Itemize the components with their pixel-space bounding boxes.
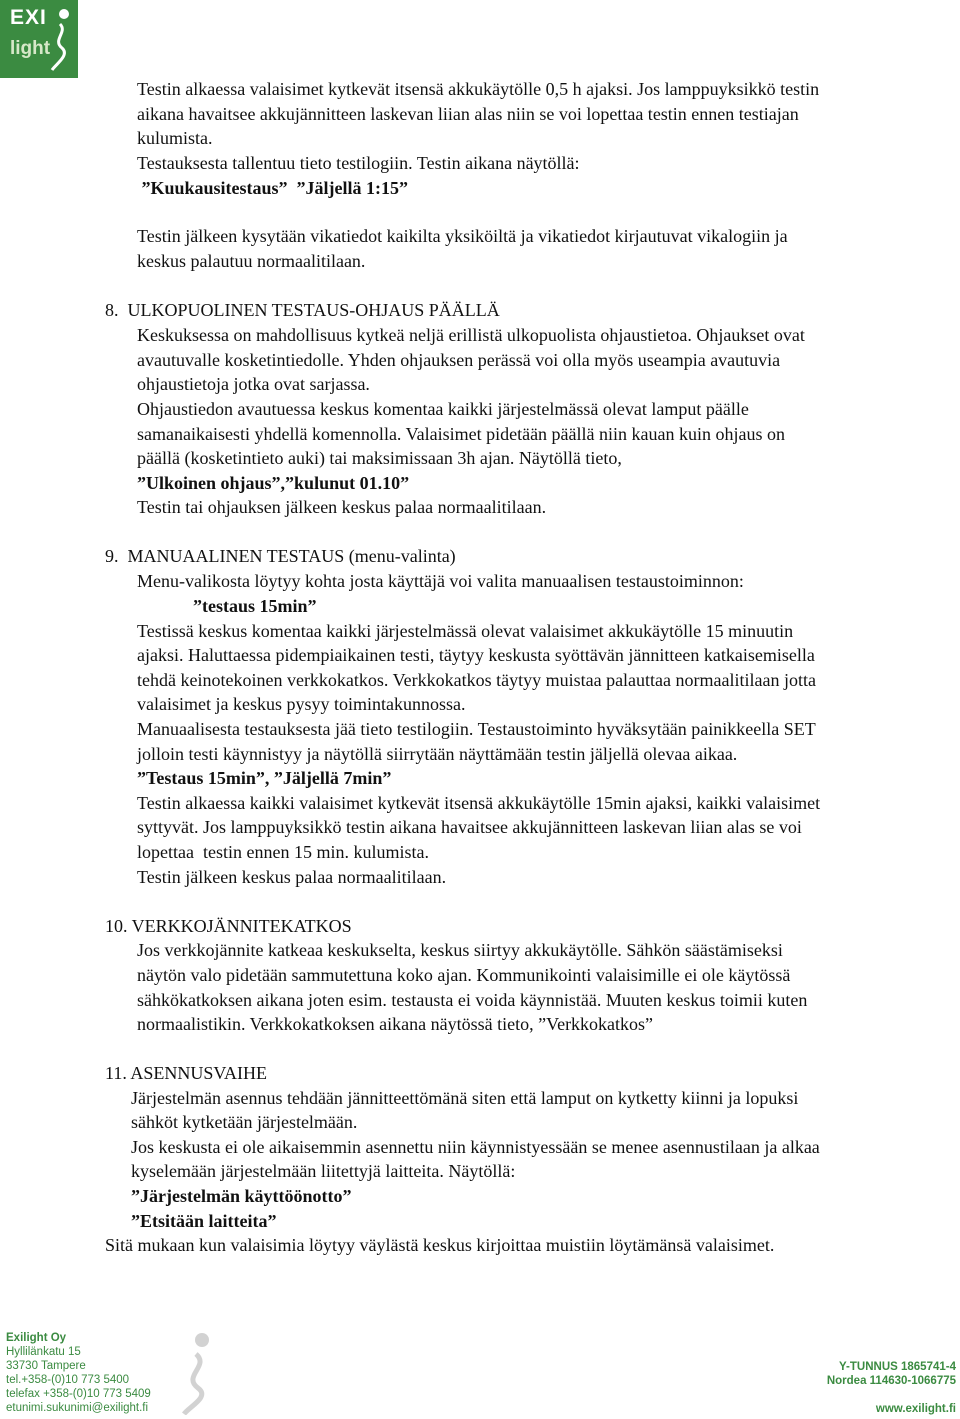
text-line: Jos verkkojännite katkeaa keskukselta, keskus siirtyy akkukäytölle. Sähkön säästämiseksi <box>137 940 783 960</box>
footer-tel: tel.+358-(0)10 773 5400 <box>6 1374 130 1386</box>
text-line: Järjestelmän asennus tehdään jännitteettömänä siten että lamput on kytketty kiinni ja lopuksi <box>131 1088 799 1108</box>
text-line: Testin jälkeen keskus palaa normaalitilaan. <box>137 867 447 887</box>
text-line: keskus palautuu normaalitilaan. <box>137 251 366 271</box>
footer-contact <box>6 1331 151 1415</box>
text-line: tehdä keinotekoinen verkkokatkos. Verkkokatkos täytyy muistaa palauttaa normaalitilaan jotta <box>137 670 816 690</box>
display-text: ”Ulkoinen ohjaus”,”kulunut 01.10” <box>137 473 410 493</box>
display-text: ”Kuukausitestaus” ”Jäljellä 1:15” <box>137 178 409 198</box>
text-line: sähköt kytketään järjestelmään. <box>131 1112 358 1132</box>
text-line: kulumista. <box>137 128 213 148</box>
display-text: ”testaus 15min” <box>193 596 317 616</box>
footer-swirl-icon <box>160 1330 220 1415</box>
display-text: ”Etsitään laitteita” <box>131 1211 277 1231</box>
text-line: Jos keskusta ei ole aikaisemmin asennettu niin käynnistyessään se menee asennustilaan ja alkaa <box>131 1137 820 1157</box>
text-line: ajaksi. Haluttaessa pidempiaikainen testi, täytyy keskusta syöttävän jännitteen katkaisemisella <box>137 645 815 665</box>
text-line: Manuaalisesta testauksesta jää tieto testilogiin. Testaustoiminto hyväksytään painikkeella SET <box>137 719 816 739</box>
footer-street: Hyllilänkatu 15 <box>6 1346 81 1358</box>
footer-city: 33730 Tampere <box>6 1360 86 1372</box>
text-line: Ohjaustiedon avautuessa keskus komentaa kaikki järjestelmässä olevat lamput päälle <box>137 399 749 419</box>
section-heading-8: 8. ULKOPUOLINEN TESTAUS-OHJAUS PÄÄLLÄ <box>105 300 500 320</box>
logo-text-light: light <box>10 38 51 59</box>
footer-company: Exilight Oy <box>6 1332 67 1344</box>
text-line: Testin alkaessa valaisimet kytkevät itsensä akkukäytölle 0,5 h ajaksi. Jos lamppuyksikkö testin <box>137 79 820 99</box>
text-line: samanaikaisesti yhdellä komennolla. Valaisimet pidetään päällä niin kauan kuin ohjaus on <box>137 424 785 444</box>
logo-text-exi: EXI <box>10 6 47 29</box>
text-line: lopettaa testin ennen 15 min. kulumista. <box>137 842 429 862</box>
text-line: Sitä mukaan kun valaisimia löytyy väylästä keskus kirjoittaa muistiin löytämänsä valaisimet. <box>105 1235 775 1255</box>
text-line: Menu-valikosta löytyy kohta josta käyttäjä voi valita manuaalisen testaustoiminnon: <box>137 571 744 591</box>
footer-website-link[interactable]: www.exilight.fi <box>875 1403 956 1415</box>
text-line: kyselemään järjestelmään liitettyjä laitteita. Näytöllä: <box>131 1161 516 1181</box>
text-line: Testin jälkeen kysytään vikatiedot kaikilta yksiköiltä ja vikatiedot kirjautuvat vikalogiin ja <box>137 226 788 246</box>
section-heading-9: 9. MANUAALINEN TESTAUS (menu-valinta) <box>105 546 456 566</box>
text-line: aikana havaitsee akkujännitteen laskevan liian alas niin se voi lopettaa testin ennen testiajan <box>137 104 799 124</box>
footer-company-ids <box>827 1360 956 1388</box>
text-line: Testauksesta tallentuu tieto testilogiin. Testin aikana näytöllä: <box>137 153 580 173</box>
text-line: avautuvalle kosketintiedolle. Yhden ohjauksen perässä voi olla myös useampia avautuvia <box>137 350 781 370</box>
section-heading-11: 11. ASENNUSVAIHE <box>105 1063 268 1083</box>
footer-ytunnus: Y-TUNNUS 1865741-4 <box>839 1361 956 1373</box>
text-line: Testin tai ohjauksen jälkeen keskus palaa normaalitilaan. <box>137 497 547 517</box>
text-line: syttyvät. Jos lamppuyksikkö testin aikana havaitsee akkujännitteen laskevan liian alas se voi <box>137 817 802 837</box>
section-heading-10: 10. VERKKOJÄNNITEKATKOS <box>105 916 352 936</box>
text-line: päällä (kosketintieto auki) tai maksimissaan 3h ajan. Näytöllä tieto, <box>137 448 622 468</box>
footer-fax: telefax +358-(0)10 773 5409 <box>6 1388 151 1400</box>
text-line: Testin alkaessa kaikki valaisimet kytkevät itsensä akkukäytölle 15min ajaksi, kaikki valaisimet <box>137 793 821 813</box>
text-line: Keskuksessa on mahdollisuus kytkeä neljä erillistä ulkopuolista ohjaustietoa. Ohjaukset ovat <box>137 325 805 345</box>
footer-bank: Nordea 114630-1066775 <box>826 1375 956 1387</box>
text-line: sähkökatkoksen aikana joten esim. testausta ei voida käynnistää. Muuten keskus toimii kuten <box>137 990 808 1010</box>
text-line: normaalistikin. Verkkokatkoksen aikana näytössä tieto, ”Verkkokatkos” <box>137 1014 654 1034</box>
display-text: ”Järjestelmän käyttöönotto” <box>131 1186 352 1206</box>
text-line: ohjaustietoja jotka ovat sarjassa. <box>137 374 370 394</box>
footer-email: etunimi.sukunimi@exilight.fi <box>6 1402 149 1414</box>
text-line: valaisimet ja keskus pysyy toimintakunnossa. <box>137 694 466 714</box>
text-line: Testissä keskus komentaa kaikki järjestelmässä olevat valaisimet akkukäytölle 15 minuutin <box>137 621 794 641</box>
display-text: ”Testaus 15min”, ”Jäljellä 7min” <box>137 768 392 788</box>
text-line: jolloin testi käynnistyy ja näytöllä siirrytään näyttämään testin jäljellä olevaa aikaa. <box>137 744 738 764</box>
text-line: näytön valo pidetään sammutettuna koko ajan. Kommunikointi valaisimille ei ole käytössä <box>137 965 791 985</box>
